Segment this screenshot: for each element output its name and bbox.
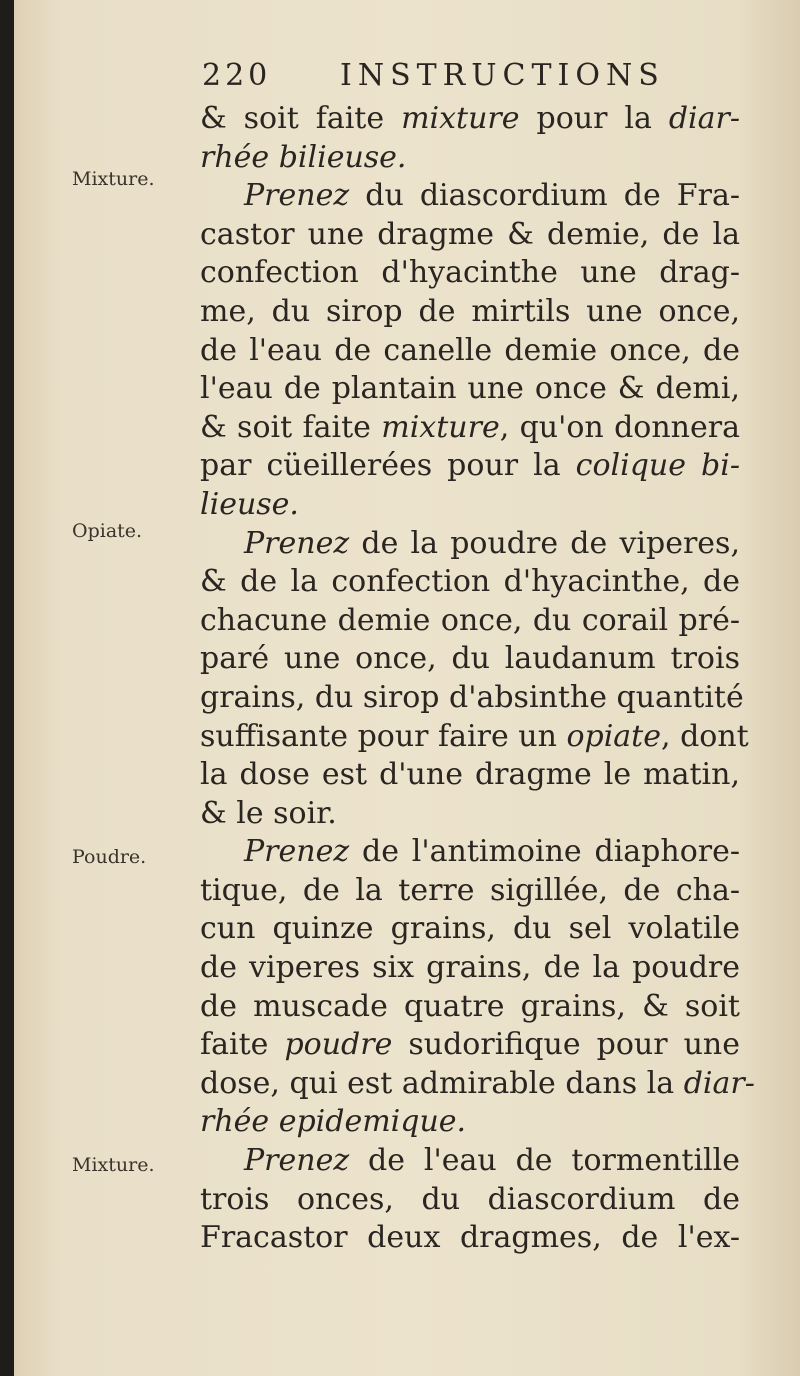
text-segment: & soit faite <box>200 101 402 136</box>
text-segment: confection d'hyacinthe une drag- <box>200 255 740 291</box>
text-segment: cun quinze grains, du sel volatile <box>200 911 740 947</box>
text-line <box>200 254 740 293</box>
text-line <box>200 679 744 718</box>
text-segment: de l'eau de tormentille <box>349 1143 740 1179</box>
italic-text: Prenez <box>244 525 350 561</box>
text-segment: dose, qui est admirable dans la <box>200 1065 684 1101</box>
text-line <box>200 216 740 255</box>
text-line <box>200 1181 740 1220</box>
text-line <box>200 332 740 371</box>
text-segment: l'eau de plantain une once & demi, <box>200 371 740 407</box>
text-line <box>200 910 740 949</box>
text-line <box>200 756 740 795</box>
text-segment: de l'eau de canelle demie once, de <box>200 332 740 368</box>
text-line <box>200 833 740 872</box>
text-segment: la dose est d'une dragme le matin, <box>200 757 740 793</box>
text-segment: paré une once, du laudanum trois <box>200 641 740 677</box>
text-segment: chacune demie once, du corail pré- <box>200 602 740 638</box>
text-line <box>200 370 740 409</box>
italic-text: Prenez <box>244 178 350 214</box>
text-line <box>200 525 740 564</box>
text-segment: , dont <box>661 718 749 754</box>
text-line <box>200 409 740 448</box>
text-line <box>200 563 740 602</box>
text-line <box>200 1142 740 1181</box>
text-line <box>200 486 740 525</box>
page-number: 220 <box>202 58 272 93</box>
italic-text: rhée bilieuse. <box>200 139 407 175</box>
text-line <box>200 177 740 216</box>
text-line <box>200 293 740 332</box>
text-segment: & le soir. <box>200 795 337 831</box>
text-segment: par cüeillerées pour la <box>200 448 576 484</box>
text-segment: pour la <box>519 101 669 136</box>
text-line <box>200 718 749 757</box>
text-segment: tique, de la terre sigillée, de cha- <box>200 872 740 908</box>
italic-text: poudre <box>284 1027 393 1063</box>
margin-note-poudre: Poudre. <box>72 846 147 868</box>
text-segment: Fracastor deux dragmes, de l'ex- <box>200 1220 740 1256</box>
text-segment: du diascordium de Fra- <box>349 178 740 214</box>
text-segment: suffisante pour faire un <box>200 718 567 754</box>
margin-note-mixture: Mixture. <box>72 168 155 190</box>
page-title: INSTRUCTIONS <box>340 58 665 93</box>
text-line <box>200 1219 740 1258</box>
text-line <box>200 640 740 679</box>
text-line <box>200 602 740 641</box>
text-line <box>200 139 740 178</box>
italic-text: diar- <box>668 101 740 136</box>
book-page <box>14 0 800 1376</box>
text-line <box>200 1026 740 1065</box>
text-segment: grains, du sirop d'absinthe quantité <box>200 679 744 715</box>
italic-text: mixture <box>381 409 500 445</box>
text-segment: & soit faite <box>200 409 382 445</box>
running-header <box>200 58 665 98</box>
text-segment: castor une dragme & demie, de la <box>200 216 740 252</box>
text-line <box>200 988 740 1027</box>
margin-note-opiate: Opiate. <box>72 520 143 542</box>
italic-text: diar- <box>683 1065 755 1101</box>
italic-text: colique bi- <box>575 448 740 484</box>
text-line <box>200 949 740 988</box>
text-line <box>200 1065 755 1104</box>
text-segment: trois onces, du diascordium de <box>200 1181 740 1217</box>
italic-text: opiate <box>566 718 661 754</box>
text-segment: , qu'on donnera <box>499 409 740 445</box>
italic-text: Prenez <box>244 1143 350 1179</box>
italic-text: Prenez <box>244 834 350 870</box>
text-line <box>200 795 740 834</box>
text-segment: faite <box>200 1027 285 1063</box>
italic-text: lieuse. <box>200 486 299 522</box>
text-line <box>200 872 740 911</box>
text-segment: me, du sirop de mirtils une once, <box>200 293 740 329</box>
text-segment: de muscade quatre grains, & soit <box>200 988 740 1024</box>
text-line <box>200 447 740 486</box>
italic-text: mixture <box>401 101 520 136</box>
text-segment: de l'antimoine diaphore- <box>349 834 740 870</box>
text-segment: de la poudre de viperes, <box>349 525 740 561</box>
body-text <box>200 100 755 1258</box>
italic-text: rhée epidemique. <box>200 1104 467 1140</box>
text-segment: & de la confection d'hyacinthe, de <box>200 564 740 600</box>
margin-note-mixture-2: Mixture. <box>72 1154 155 1176</box>
text-line <box>200 1103 740 1142</box>
text-segment: sudorifique pour une <box>392 1027 740 1063</box>
text-segment: de viperes six grains, de la poudre <box>200 950 740 986</box>
text-line <box>200 100 740 139</box>
